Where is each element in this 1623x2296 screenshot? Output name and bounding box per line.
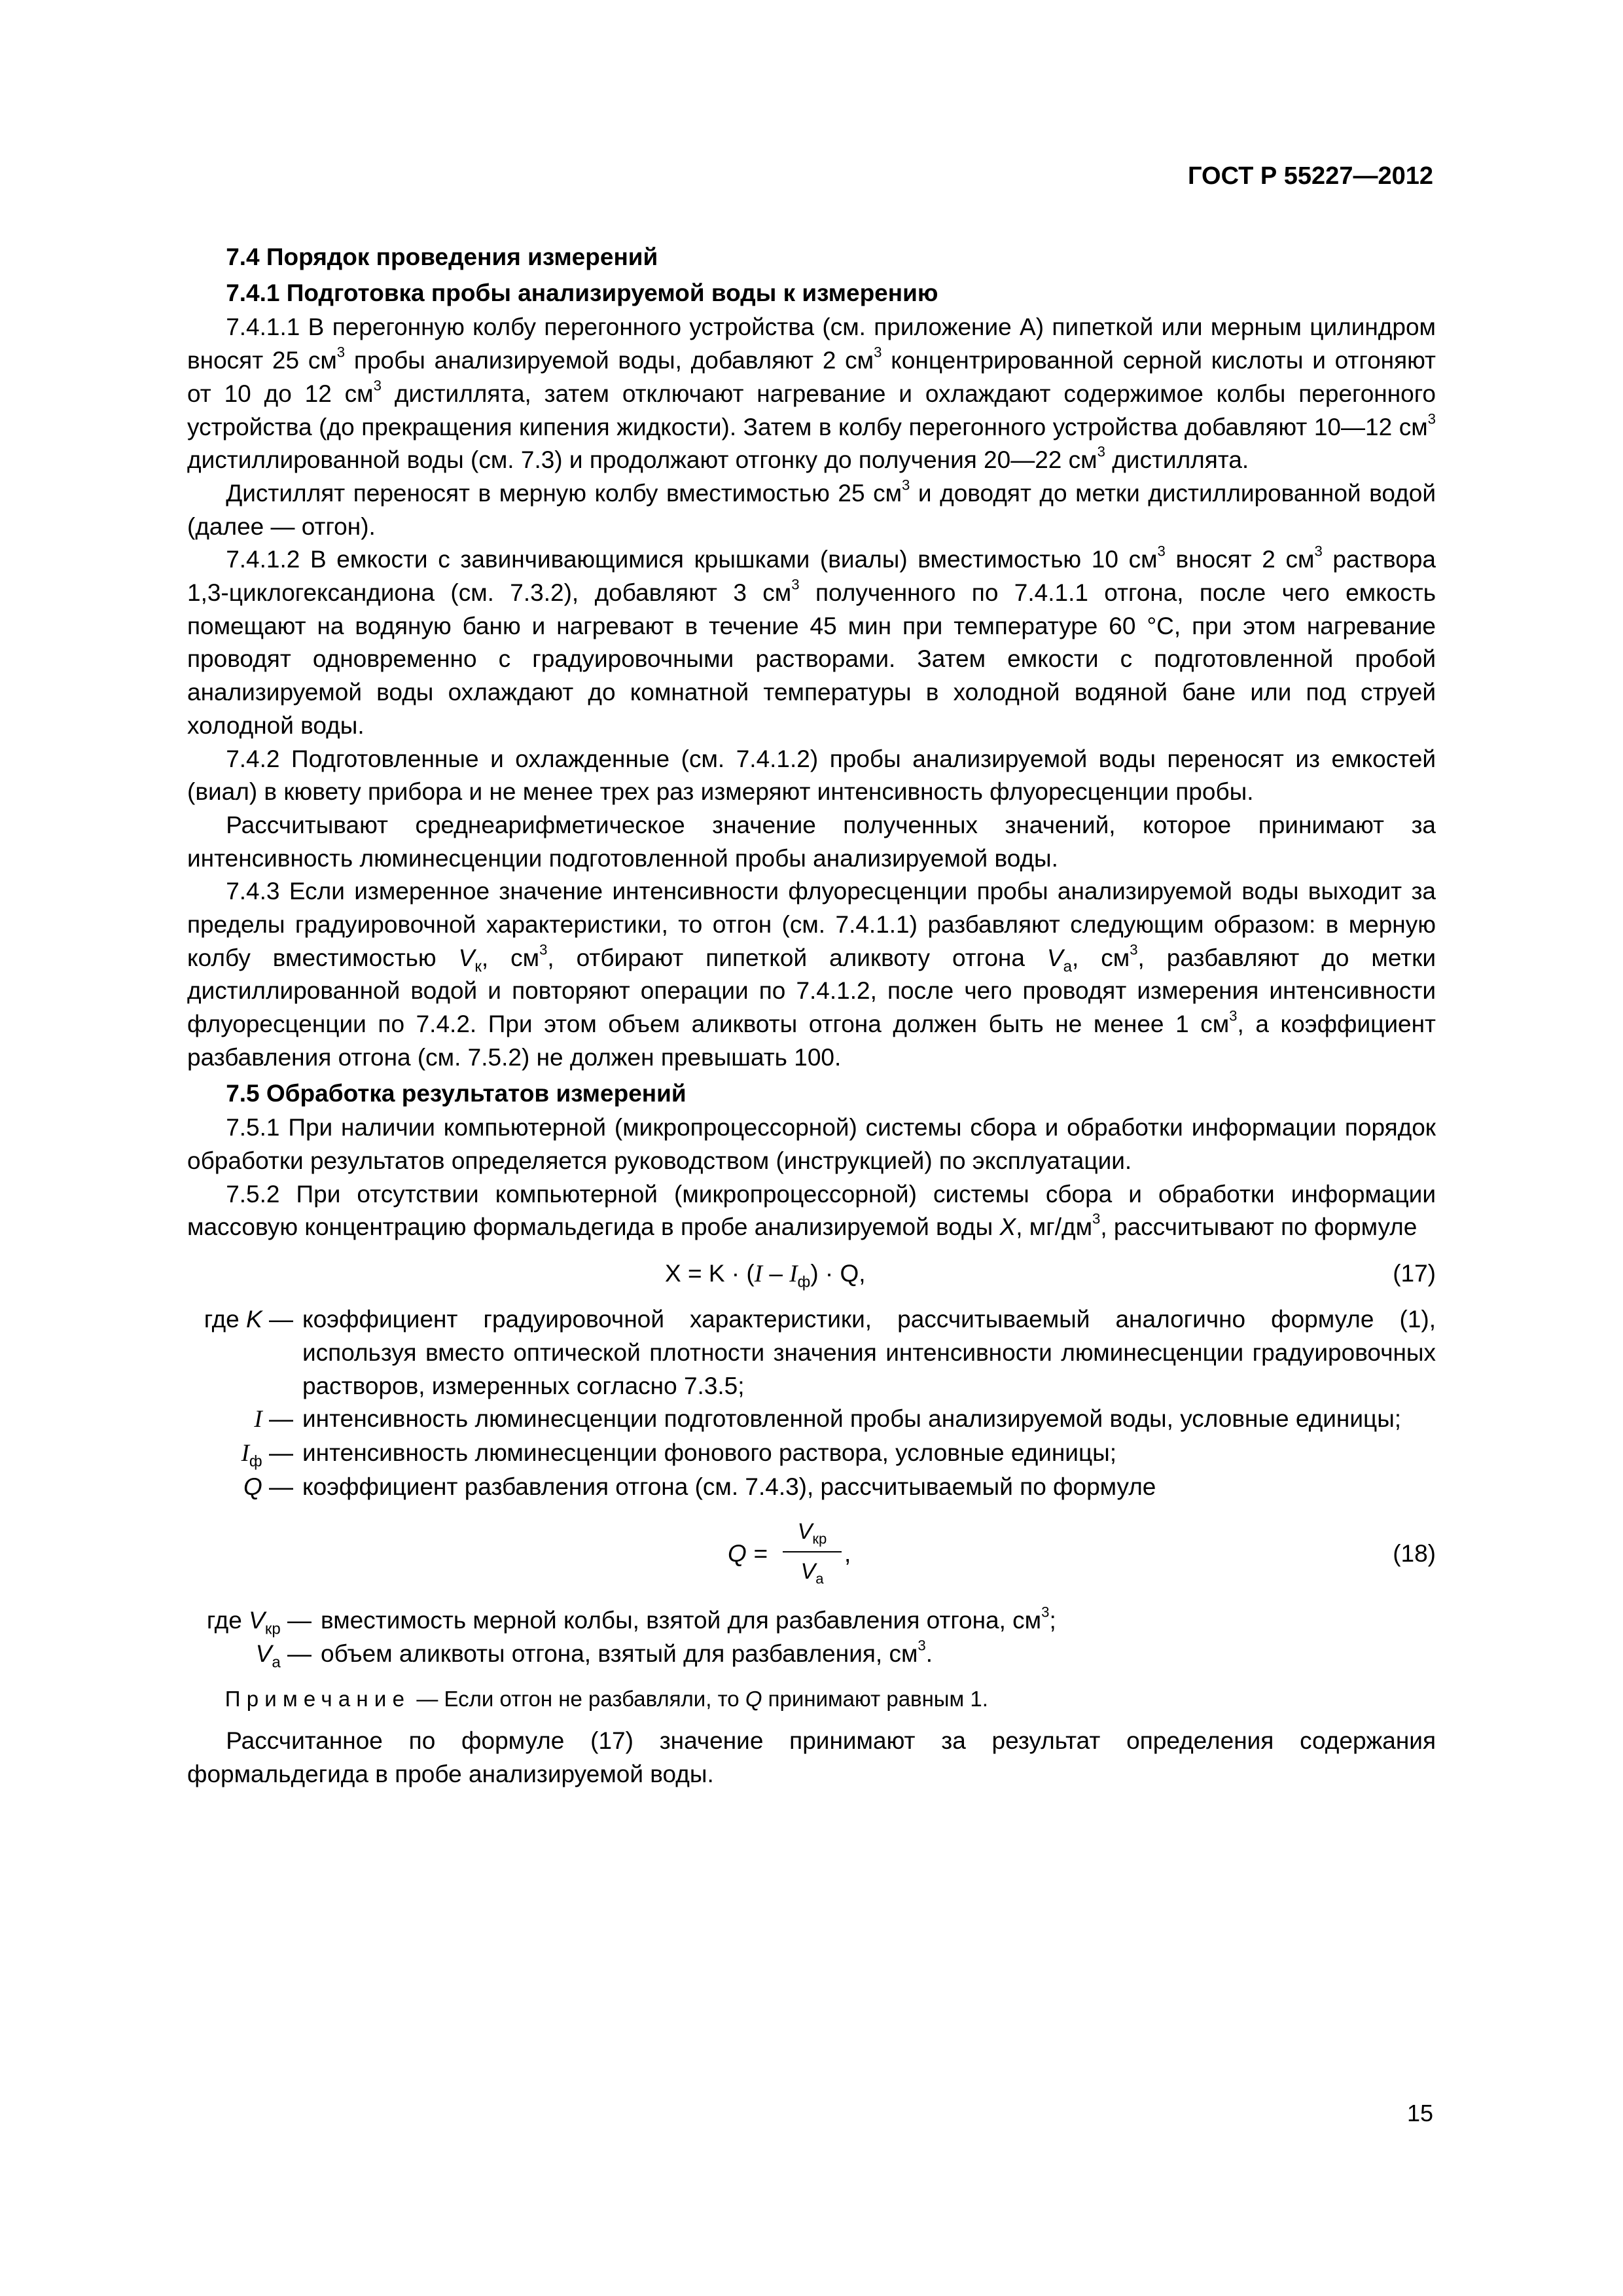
definition-item: где K — коэффициент градуировочной характеристики, рассчитываемый аналогично формуле (1), используя вместо оптической плотности значения интенсивности люминесценции градуировочных растворов, измеренных согласно 7.3.5;	[204, 1306, 1436, 1399]
definition-item: I — интенсивность люминесценции подготовленной пробы анализируемой воды, условные единицы;	[254, 1405, 1402, 1433]
formula-17-number: (17)	[1393, 1260, 1436, 1287]
note-label: Примечание	[224, 1686, 411, 1711]
body-text	[187, 238, 1436, 1791]
definition-item: где $V_{кр}$ — вместимость мерной колбы, взятой для разбавления отгона, $см^3$;	[206, 1604, 1056, 1638]
definition-item: $V_а$ — объем аликвоты отгона, взятый для разбавления, $см^3$.	[255, 1637, 933, 1672]
formula-18-lhs: Q =	[728, 1540, 768, 1568]
paragraph-7-4-2: 7.4.2 Подготовленные и охлажденные (см. 7.4.1.2) пробы анализируемой воды переносят из емкостей (виал) в кювету прибора и не менее трех раз измеряют интенсивность флуоресценции пробы.	[187, 745, 1436, 806]
document-code: ГОСТ Р 55227—2012	[1188, 162, 1433, 190]
paragraph-7-4-1-1: 7.4.1.1 В перегонную колбу перегонного устройства (см. приложение А) пипеткой или мерным цилиндром вносят 25 $см^3$ пробы анализируемой воды, добавляют 2 $см^3$ концентрированной серной кислоты и отгоняют от 10 до 12 $см^3$ дистиллята, затем отключают нагревание и охлаждают содержимое колбы перегонного устройства (до прекращения кипения жидкости). Затем в колбу перегонного устройства добавляют 10—12 $см^3$ дистиллированной воды (см. 7.3) и продолжают отгонку до получения 20—22 $см^3$ дистиллята.	[187, 314, 1436, 474]
paragraph-7-5-2: 7.5.2 При отсутствии компьютерной (микропроцессорной) системы сбора и обработки информации массовую концентрацию формальдегида в пробе анализируемой воды X, $мг/дм^3$, рассчитывают по формуле	[187, 1180, 1436, 1241]
heading-7-4: 7.4 Порядок проведения измерений	[226, 243, 658, 270]
paragraph-7-4-1-2: 7.4.1.2 В емкости с завинчивающимися крышками (виалы) вместимостью 10 $см^3$ вносят 2 $см^3$ раствора 1,3-циклогександиона (см. 7.3.2), добавляют 3 $см^3$ полученного по 7.4.1.1 отгона, после чего емкость помещают на водяную баню и нагревают в течение 45 мин при температуре 60 °С, при этом нагревание проводят одновременно с градуировочными растворами. Затем емкости с подготовленной пробой анализируемой воды охлаждают до комнатной температуры в холодной водяной бане или под струей холодной воды.	[187, 543, 1436, 739]
formula-17-expression: $X = K \cdot (I - I_ф) \cdot Q$,	[665, 1260, 866, 1291]
formula-18-fraction: $V_{кр}$ $V_а$	[783, 1515, 842, 1588]
paragraph-7-5-1: 7.5.1 При наличии компьютерной (микропроцессорной) системы сбора и обработки информации порядок обработки результатов определяется руководством (инструкцией) по эксплуатации.	[187, 1114, 1436, 1174]
formula-17-definitions	[187, 1303, 1436, 1503]
formula-18: Q = $V_{кр}$ $V_а$ , (18)	[187, 1509, 1436, 1598]
formula-17	[187, 1253, 1436, 1294]
formula-18-definitions	[187, 1604, 1436, 1670]
formula-18-number: (18)	[1393, 1540, 1436, 1568]
paragraph-mean-value: Рассчитывают среднеарифметическое значение полученных значений, которое принимают за интенсивность люминесценции подготовленной пробы анализируемой воды.	[187, 811, 1436, 872]
heading-7-4-1: 7.4.1 Подготовка пробы анализируемой воды к измерению	[226, 279, 938, 306]
paragraph-7-4-3: 7.4.3 Если измеренное значение интенсивности флуоресценции пробы анализируемой воды выходит за пределы градуировочной характеристики, то отгон (см. 7.4.1.1) разбавляют следующим образом: в мерную колбу вместимостью $V_к$, $см^3$, отбирают пипеткой аликвоту отгона $V_а$, $см^3$, разбавляют до метки дистиллированной водой и повторяют операции по 7.4.1.2, после чего проводят измерения интенсивности флуоресценции по 7.4.2. При этом объем аликвоты отгона должен быть не менее 1 $см^3$, а коэффициент разбавления отгона (см. 7.5.2) не должен превышать 100.	[187, 878, 1436, 1071]
definition-item: Q — коэффициент разбавления отгона (см. 7.4.3), рассчитываемый по формуле	[243, 1473, 1156, 1500]
definition-item: $I_ф$ — интенсивность люминесценции фонового раствора, условные единицы;	[241, 1439, 1117, 1471]
paragraph-distillate: Дистиллят переносят в мерную колбу вместимостью 25 $см^3$ и доводят до метки дистиллированной водой (далее — отгон).	[187, 476, 1436, 540]
paragraph-final: Рассчитанное по формуле (17) значение принимают за результат определения содержания формальдегида в пробе анализируемой воды.	[187, 1727, 1436, 1788]
page-number: 15	[1406, 2100, 1433, 2126]
heading-7-5: 7.5 Обработка результатов измерений	[226, 1079, 687, 1107]
note: Примечание — Если отгон не разбавляли, то Q принимают равным 1.	[224, 1686, 988, 1711]
